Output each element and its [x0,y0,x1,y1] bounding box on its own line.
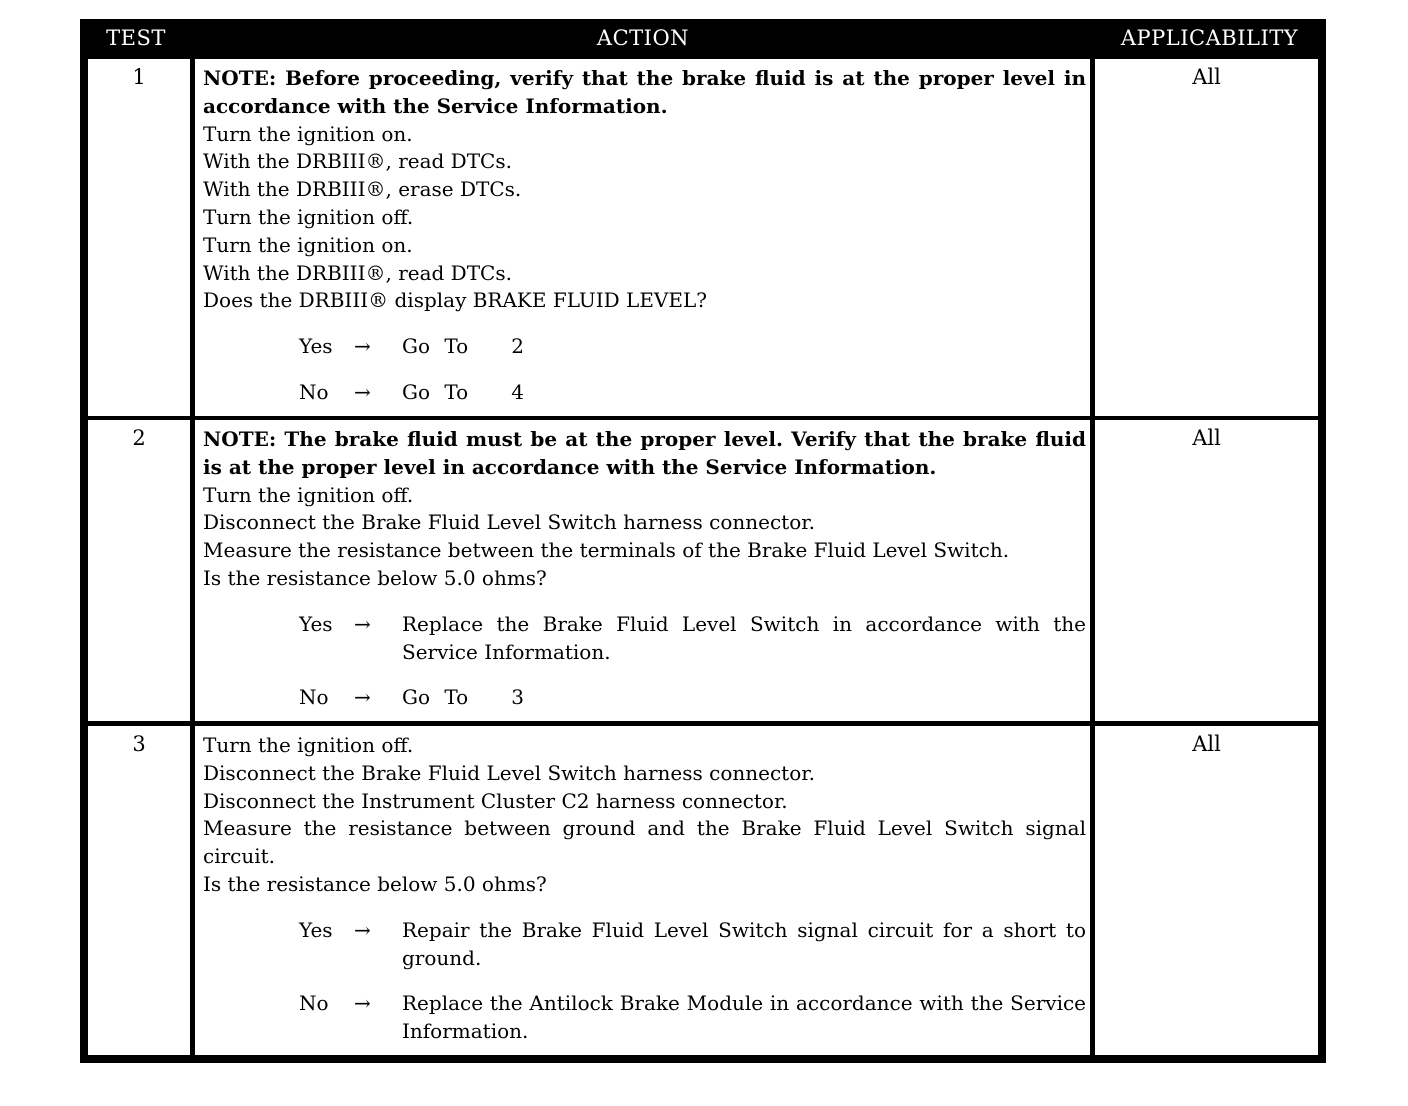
step-line: Turn the ignition off. [203,204,414,229]
step-line: With the DRBIII®, erase DTCs. [203,177,522,202]
applicability-2: All [1095,420,1318,721]
test-number-2: 2 [88,420,190,721]
no-result: Go To 4 [402,379,524,404]
yes-result: Go To 2 [402,334,524,359]
step-line: Disconnect the Brake Fluid Level Switch harness connector. [203,510,815,535]
step-line: Disconnect the Brake Fluid Level Switch harness connector. [203,760,815,785]
action-cell-3 [195,726,1090,1055]
test-number-1: 1 [88,59,190,416]
no-option [299,990,1086,1046]
step-line: With the DRBIII®, read DTCs. [203,260,512,285]
yes-option [299,917,1086,973]
note-text: NOTE: Before proceeding, verify that the brake fluid is at the proper level in accordance with the Service Information. [203,66,1086,118]
step-line: Disconnect the Instrument Cluster C2 harness connector. [203,788,788,813]
diagnostic-table [80,19,1326,1063]
step-line: Does the DRBIII® display BRAKE FLUID LEVEL? [203,288,707,313]
step-line: Measure the resistance between ground and the Brake Fluid Level Switch signal circuit. [203,816,1086,869]
header-applicability: APPLICABILITY [1120,26,1299,50]
header-action: ACTION [596,26,690,50]
arrow-right-icon: → [354,611,371,636]
no-option [299,379,1086,407]
yes-option [299,333,1086,361]
applicability-3: All [1095,726,1318,1055]
no-label: No [299,685,329,710]
arrow-right-icon: → [354,379,371,404]
arrow-right-icon: → [354,334,371,359]
step-line: Is the resistance below 5.0 ohms? [203,565,547,590]
action-cell-2 [195,420,1090,721]
action-cell-1 [195,59,1090,416]
note-text: NOTE: The brake fluid must be at the proper level. Verify that the brake fluid is at the proper level in accordance with the Service Information. [203,427,1086,479]
step-line: Is the resistance below 5.0 ohms? [203,871,547,896]
yes-option [299,611,1086,667]
step-line: Turn the ignition off. [203,733,414,757]
no-label: No [299,991,329,1016]
step-line: Measure the resistance between the terminals of the Brake Fluid Level Switch. [203,538,1010,563]
step-line: Turn the ignition on. [203,121,413,146]
step-line: With the DRBIII®, read DTCs. [203,149,512,174]
no-result: Go To 3 [402,685,524,710]
arrow-right-icon: → [354,685,371,710]
yes-label: Yes [299,611,333,636]
no-option [299,684,1086,712]
step-line: Turn the ignition on. [203,232,413,257]
yes-result: Replace the Brake Fluid Level Switch in accordance with the Service Information. [402,611,1086,664]
applicability-1: All [1095,59,1318,416]
no-label: No [299,379,329,404]
arrow-right-icon: → [354,917,371,942]
test-number-3: 3 [88,726,190,1055]
yes-label: Yes [299,917,333,942]
yes-label: Yes [299,334,333,359]
no-result: Replace the Antilock Brake Module in accordance with the Service Information. [402,991,1086,1044]
yes-result: Repair the Brake Fluid Level Switch signal circuit for a short to ground. [402,917,1086,970]
step-line: Turn the ignition off. [203,482,414,507]
arrow-right-icon: → [354,991,371,1016]
header-test: TEST [106,26,166,50]
